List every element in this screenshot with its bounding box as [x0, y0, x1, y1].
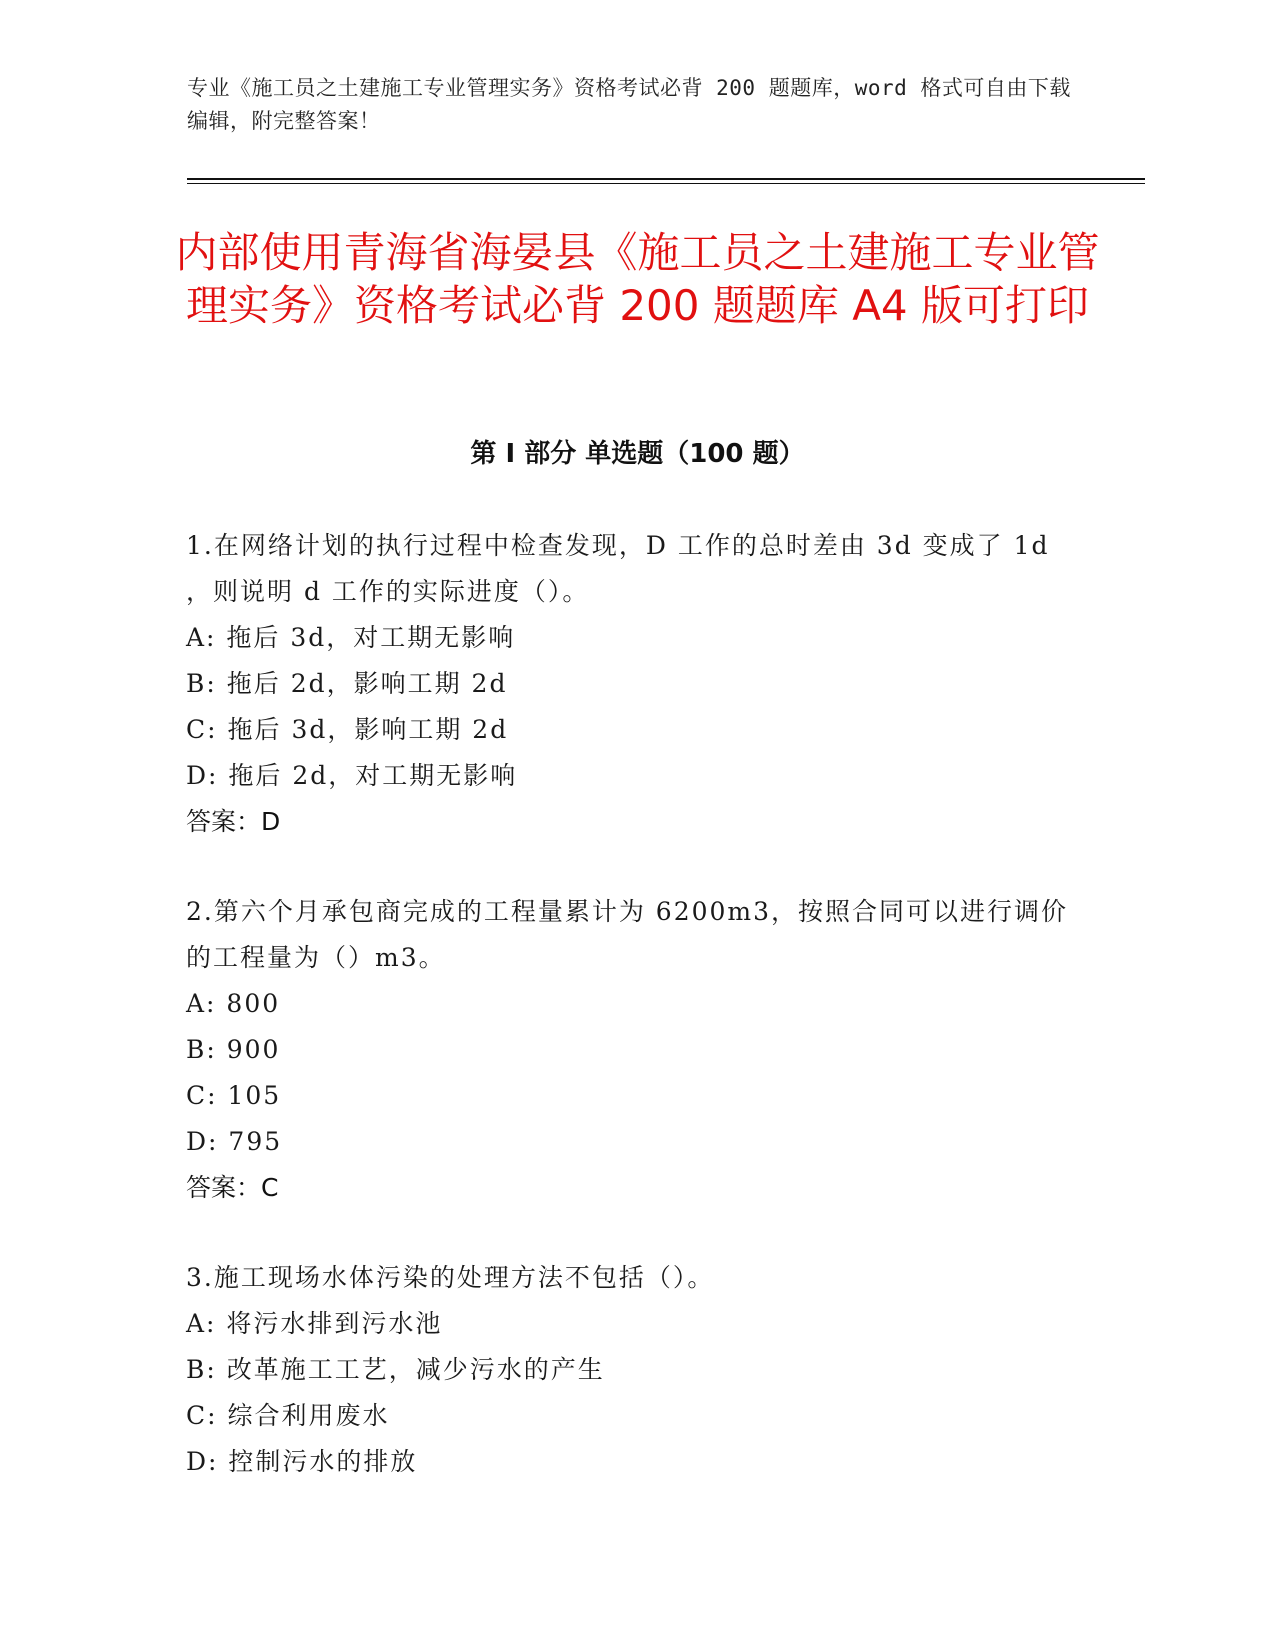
option-b: B: 拖后 2d，影响工期 2d [186, 669, 508, 698]
answer: 答案：D [186, 807, 281, 836]
answer: 答案：C [186, 1173, 279, 1202]
option-d: D: 控制污水的排放 [186, 1447, 418, 1476]
option-a: A: 拖后 3d，对工期无影响 [186, 623, 516, 652]
option-a: A: 将污水排到污水池 [186, 1309, 443, 1338]
option-b: B: 900 [186, 1035, 281, 1064]
option-c: C: 综合利用废水 [186, 1401, 390, 1430]
option-b: B: 改革施工工艺，减少污水的产生 [186, 1355, 605, 1384]
question-stem: 2.第六个月承包商完成的工程量累计为 6200m3，按照合同可以进行调价的工程量为（）m3。 [186, 897, 1069, 972]
option-a: A: 800 [186, 989, 281, 1018]
question-stem: 1.在网络计划的执行过程中检查发现，D 工作的总时差由 3d 变成了 1d ，则说明 d 工作的实际进度（）。 [186, 531, 1050, 606]
header-divider-thick [187, 178, 1145, 180]
section-title: 第 I 部分 单选题（100 题） [470, 439, 805, 469]
header-note: 专业《施工员之土建施工专业管理实务》资格考试必背 200 题题库，word 格式可自由下载编辑，附完整答案！ [187, 76, 1071, 133]
option-d: D: 795 [186, 1127, 283, 1156]
question-1 [186, 523, 1086, 845]
question-list [186, 523, 1086, 1529]
question-2 [186, 889, 1086, 1211]
question-stem: 3.施工现场水体污染的处理方法不包括（）。 [186, 1263, 715, 1292]
document-title: 内部使用青海省海晏县《施工员之土建施工专业管理实务》资格考试必背 200 题题库 A4 版可打印 [175, 228, 1100, 330]
option-d: D: 拖后 2d，对工期无影响 [186, 761, 518, 790]
question-3 [186, 1255, 1086, 1485]
option-c: C: 105 [186, 1081, 282, 1110]
option-c: C: 拖后 3d，影响工期 2d [186, 715, 509, 744]
header-divider-thin [187, 183, 1145, 184]
